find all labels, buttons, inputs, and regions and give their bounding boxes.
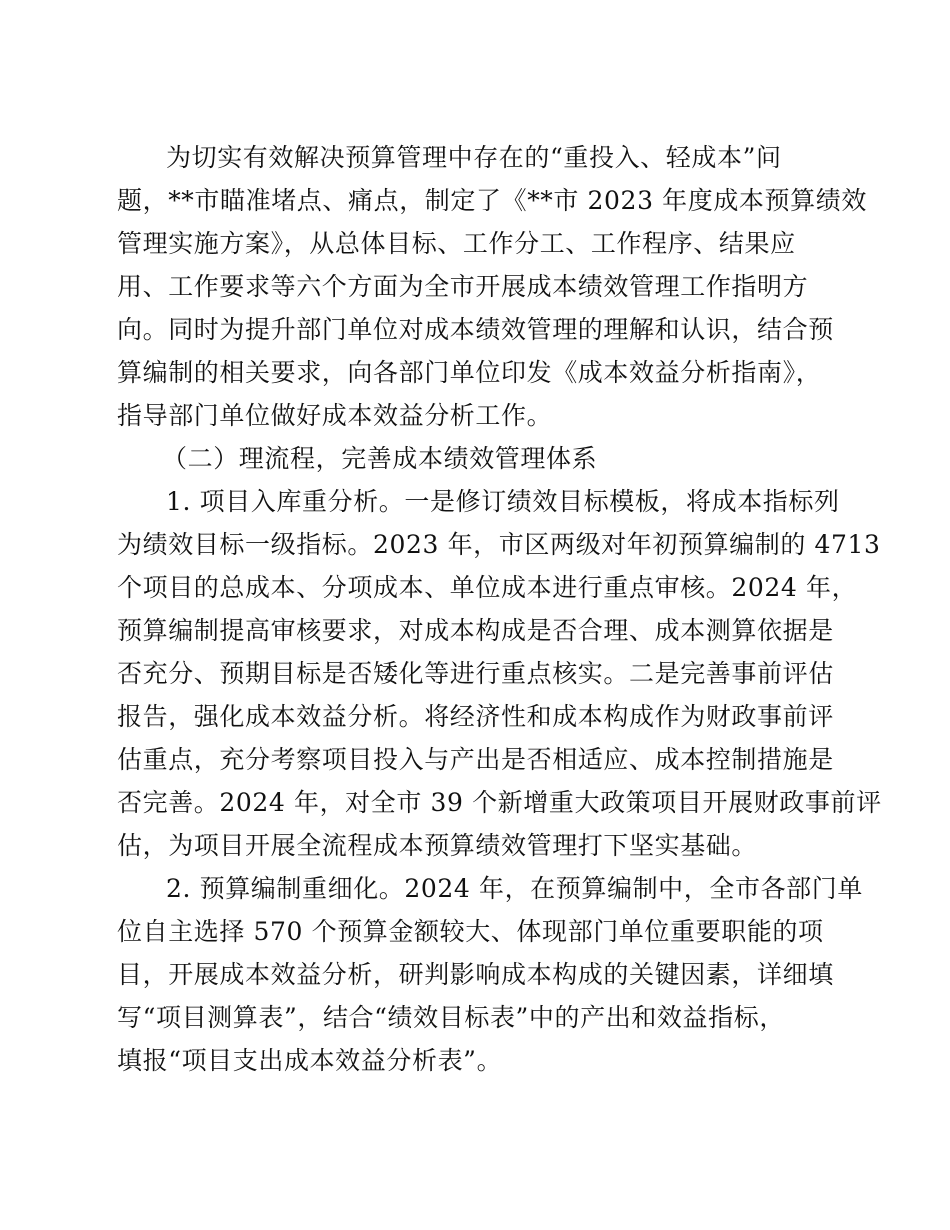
paragraph-3-line-5: 填报“项目支出成本效益分析表”。 bbox=[117, 1046, 503, 1075]
paragraph-2-line-2: 为绩效目标一级指标。2023 年，市区两级对年初预算编制的 4713 bbox=[117, 530, 881, 559]
paragraph-1-line-4: 用、工作要求等六个方面为全市开展成本绩效管理工作指明方 bbox=[117, 272, 809, 301]
paragraph-2-line-1: 1. 项目入库重分析。一是修订绩效目标模板，将成本指标列 bbox=[166, 487, 840, 516]
paragraph-1-line-6: 算编制的相关要求，向各部门单位印发《成本效益分析指南》， bbox=[117, 358, 822, 387]
paragraph-2-line-6: 报告，强化成本效益分析。将经济性和成本构成作为财政事前评 bbox=[117, 702, 834, 731]
paragraph-1-line-3: 管理实施方案》，从总体目标、工作分工、工作程序、结果应 bbox=[117, 229, 796, 258]
paragraph-2-line-8: 否完善。2024 年，对全市 39 个新增重大政策项目开展财政事前评 bbox=[117, 788, 882, 817]
paragraph-3-line-3: 目，开展成本效益分析，研判影响成本构成的关键因素，详细填 bbox=[117, 960, 834, 989]
paragraph-3-line-4: 写“项目测算表”，结合“绩效目标表”中的产出和效益指标， bbox=[117, 1003, 785, 1032]
paragraph-2-line-3: 个项目的总成本、分项成本、单位成本进行重点审核。2024 年， bbox=[117, 573, 858, 602]
paragraph-1-line-2: 题，**市瞄准堵点、痛点，制定了《**市 2023 年度成本预算绩效 bbox=[117, 186, 867, 215]
paragraph-2-line-5: 否充分、预期目标是否矮化等进行重点核实。二是完善事前评估 bbox=[117, 659, 834, 688]
paragraph-1-line-1: 为切实有效解决预算管理中存在的“重投入、轻成本”问 bbox=[166, 143, 782, 172]
paragraph-2-line-7: 估重点，充分考察项目投入与产出是否相适应、成本控制措施是 bbox=[117, 745, 834, 774]
paragraph-1-line-5: 向。同时为提升部门单位对成本绩效管理的理解和认识，结合预 bbox=[117, 315, 834, 344]
section-heading: （二）理流程，完善成本绩效管理体系 bbox=[162, 444, 598, 473]
paragraph-2-line-9: 估，为项目开展全流程成本预算绩效管理打下坚实基础。 bbox=[117, 831, 758, 860]
paragraph-3-line-1: 2. 预算编制重细化。2024 年，在预算编制中，全市各部门单 bbox=[166, 874, 863, 903]
paragraph-3-line-2: 位自主选择 570 个预算金额较大、体现部门单位重要职能的项 bbox=[117, 917, 824, 946]
paragraph-1-line-7: 指导部门单位做好成本效益分析工作。 bbox=[117, 401, 553, 430]
paragraph-2-line-4: 预算编制提高审核要求，对成本构成是否合理、成本测算依据是 bbox=[117, 616, 834, 645]
